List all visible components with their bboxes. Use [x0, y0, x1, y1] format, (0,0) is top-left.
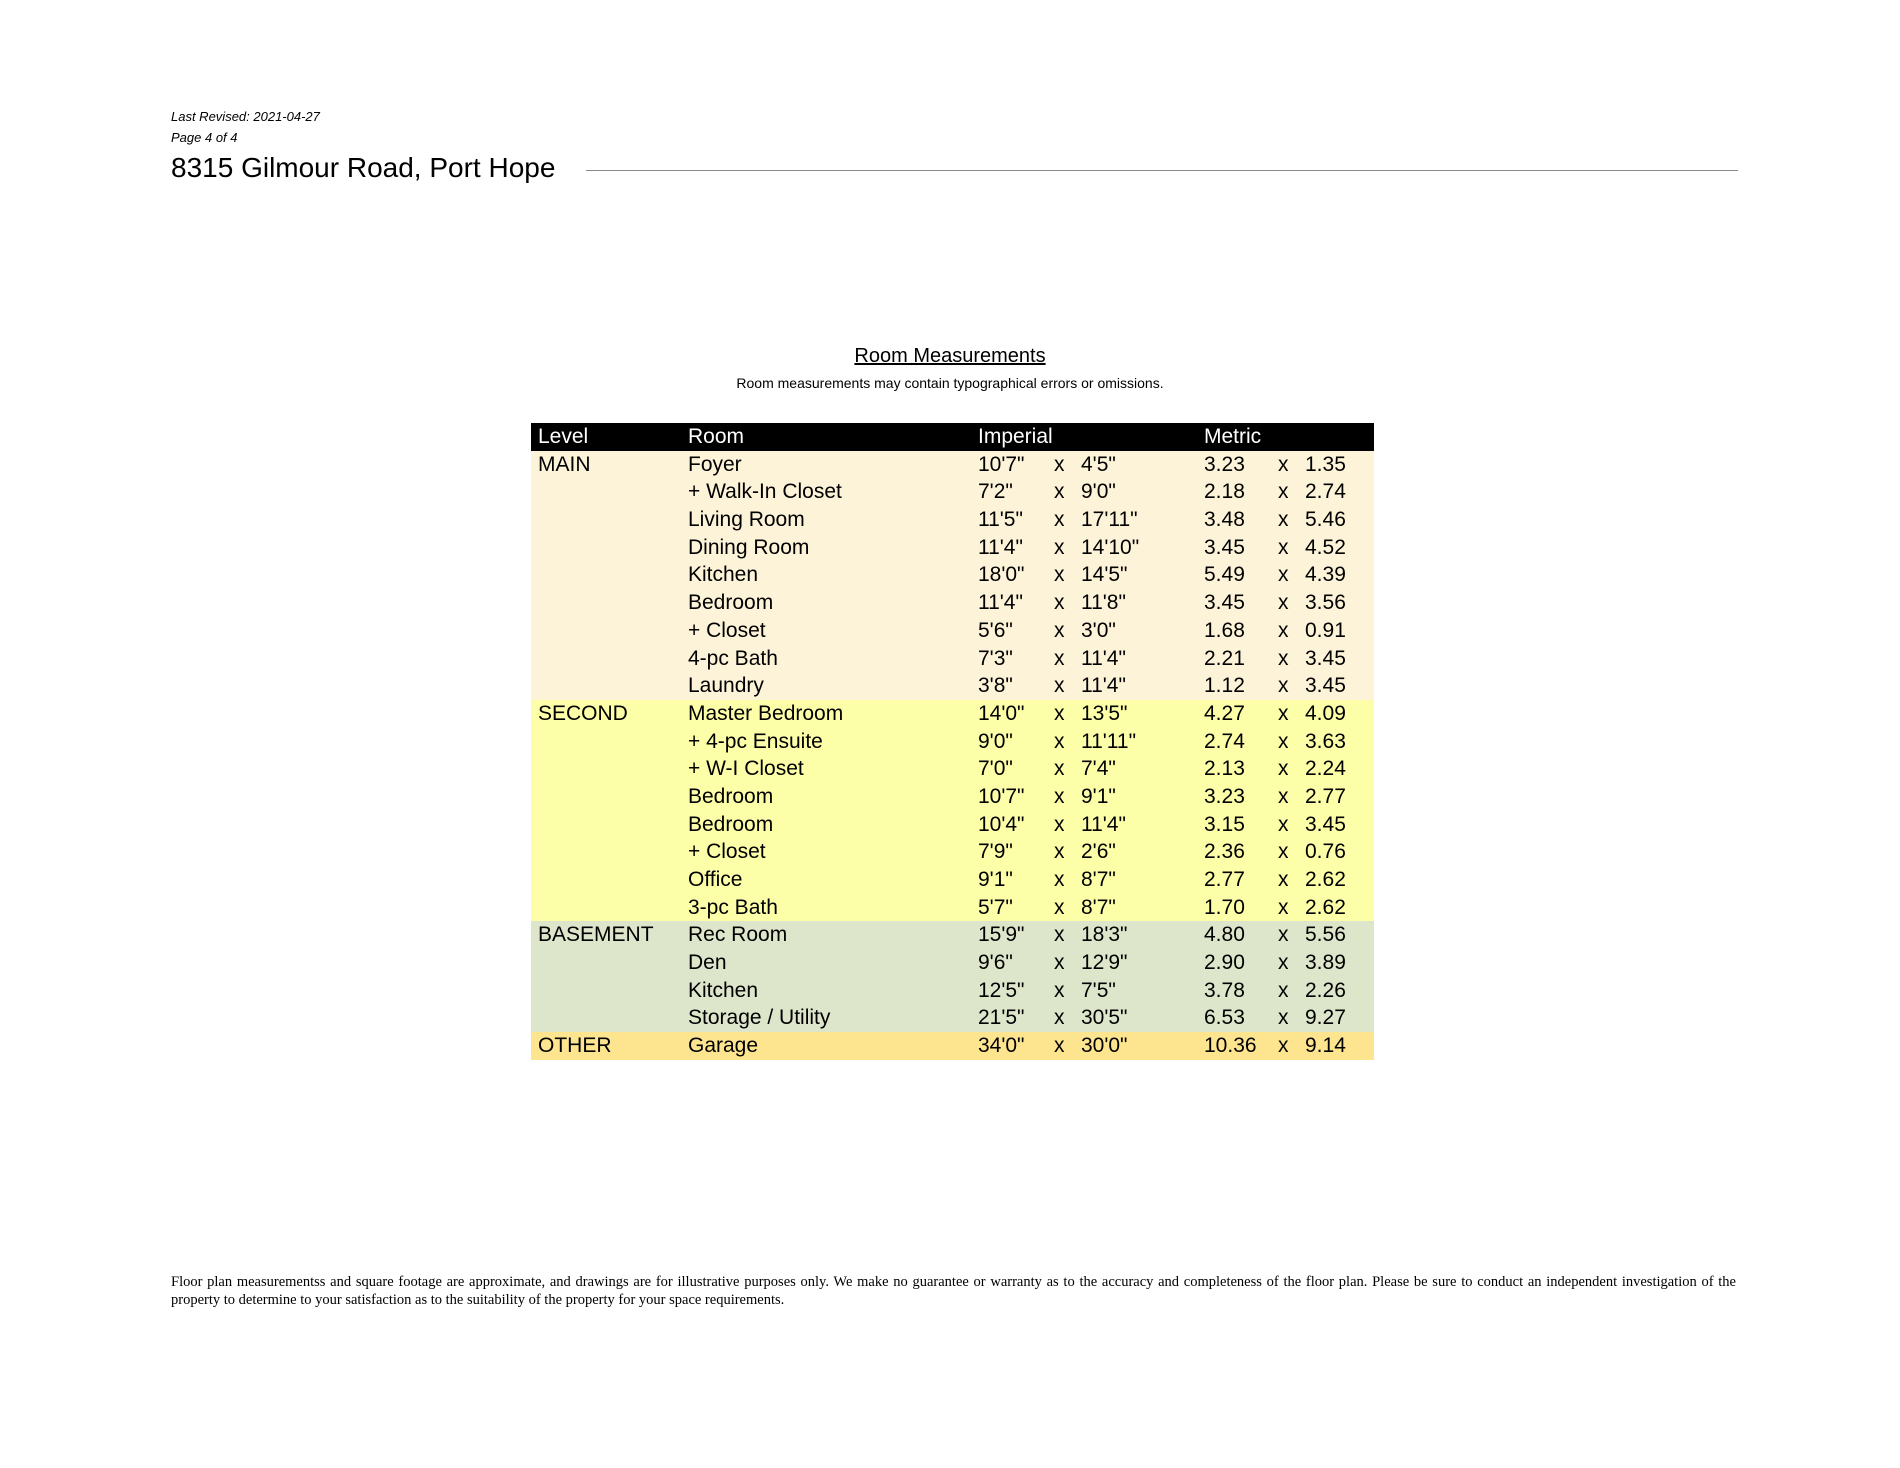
metric-width-cell: 5.56 [1305, 923, 1346, 947]
imperial-length-cell: 11'4" [978, 535, 1023, 559]
imperial-length-cell: 11'5" [978, 508, 1023, 532]
imperial-length-cell: 5'7" [978, 895, 1013, 919]
imperial-length-cell: 7'2" [978, 480, 1013, 504]
table-row [531, 838, 1374, 866]
imperial-width-cell: 7'4" [1081, 757, 1116, 781]
metric-separator: x [1278, 618, 1289, 642]
row-room-cell: Bedroom [688, 784, 774, 808]
metric-width-cell: 3.89 [1305, 951, 1346, 975]
row-room-cell: Bedroom [688, 591, 774, 615]
metric-length-cell: 5.49 [1204, 563, 1245, 587]
metric-width-cell: 3.45 [1305, 674, 1346, 698]
metric-separator: x [1278, 452, 1289, 476]
imperial-length-cell: 9'6" [978, 951, 1013, 975]
table-row [531, 451, 1374, 479]
row-room-cell: + W-I Closet [688, 757, 804, 781]
row-room-cell: Dining Room [688, 535, 810, 559]
metric-separator: x [1278, 951, 1289, 975]
imperial-separator: x [1054, 895, 1065, 919]
floor-plan-disclaimer: Floor plan measurementss and square footage are approximate, and drawings are for illustrative purposes only. We make no guarantee or warranty as to the accuracy and completeness of the floor plan. Please be sure to conduct an independent investigation of the property to determine to your satisfaction as to the suitability of the property for your space requirements. [171, 1274, 1736, 1308]
page-number: Page 4 of 4 [171, 130, 238, 145]
imperial-separator: x [1054, 480, 1065, 504]
metric-length-cell: 2.74 [1204, 729, 1245, 753]
metric-width-cell: 2.26 [1305, 978, 1346, 1002]
metric-width-cell: 2.74 [1305, 480, 1346, 504]
metric-length-cell: 1.70 [1204, 895, 1245, 919]
imperial-width-cell: 7'5" [1081, 978, 1116, 1002]
imperial-width-cell: 2'6" [1081, 840, 1116, 864]
title-divider [586, 170, 1738, 171]
imperial-separator: x [1054, 729, 1065, 753]
imperial-width-cell: 30'0" [1081, 1034, 1128, 1058]
imperial-width-cell: 14'10" [1081, 535, 1140, 559]
column-header-room: Room [688, 425, 745, 448]
row-room-cell: Kitchen [688, 978, 759, 1002]
imperial-length-cell: 11'4" [978, 591, 1023, 615]
imperial-width-cell: 4'5" [1081, 452, 1116, 476]
metric-length-cell: 6.53 [1204, 1006, 1245, 1030]
metric-separator: x [1278, 535, 1289, 559]
metric-length-cell: 3.45 [1204, 535, 1245, 559]
imperial-width-cell: 13'5" [1081, 701, 1128, 725]
table-row [531, 783, 1374, 811]
imperial-width-cell: 8'7" [1081, 895, 1116, 919]
metric-separator: x [1278, 508, 1289, 532]
imperial-length-cell: 9'1" [978, 868, 1013, 891]
metric-length-cell: 3.15 [1204, 812, 1245, 836]
metric-width-cell: 4.09 [1305, 701, 1346, 725]
table-row [531, 534, 1374, 562]
metric-length-cell: 4.80 [1204, 923, 1245, 947]
last-revised-date: Last Revised: 2021-04-27 [171, 109, 320, 124]
imperial-length-cell: 3'8" [978, 674, 1013, 698]
imperial-separator: x [1054, 508, 1065, 532]
row-room-cell: Laundry [688, 674, 764, 698]
imperial-separator: x [1054, 812, 1065, 836]
metric-separator: x [1278, 757, 1289, 781]
imperial-separator: x [1054, 646, 1065, 670]
table-row [531, 866, 1374, 894]
imperial-length-cell: 34'0" [978, 1034, 1025, 1058]
imperial-separator: x [1054, 784, 1065, 808]
table-row [531, 561, 1374, 589]
metric-width-cell: 4.52 [1305, 535, 1346, 559]
table-row [531, 506, 1374, 534]
metric-separator: x [1278, 840, 1289, 864]
property-address-title: 8315 Gilmour Road, Port Hope [171, 152, 556, 183]
metric-width-cell: 0.91 [1305, 618, 1346, 642]
metric-length-cell: 2.36 [1204, 840, 1245, 864]
metric-length-cell: 4.27 [1204, 701, 1245, 725]
metric-separator: x [1278, 895, 1289, 919]
row-level-cell: BASEMENT [538, 923, 654, 947]
imperial-separator: x [1054, 591, 1065, 615]
imperial-length-cell: 15'9" [978, 923, 1025, 947]
row-room-cell: Kitchen [688, 563, 759, 587]
metric-length-cell: 2.13 [1204, 757, 1245, 781]
table-row [531, 1032, 1374, 1060]
metric-width-cell: 3.45 [1305, 812, 1346, 836]
imperial-length-cell: 10'4" [978, 812, 1025, 836]
metric-separator: x [1278, 1034, 1289, 1058]
metric-width-cell: 2.24 [1305, 757, 1346, 781]
room-measurements-table [531, 423, 1374, 1060]
imperial-separator: x [1054, 563, 1065, 587]
imperial-length-cell: 7'3" [978, 646, 1013, 670]
metric-width-cell: 3.56 [1305, 591, 1346, 615]
imperial-separator: x [1054, 618, 1065, 642]
imperial-width-cell: 18'3" [1081, 923, 1128, 947]
row-room-cell: + Walk-In Closet [688, 480, 842, 504]
imperial-separator: x [1054, 535, 1065, 559]
imperial-length-cell: 10'7" [978, 452, 1025, 476]
metric-length-cell: 3.23 [1204, 784, 1245, 808]
table-row [531, 921, 1374, 949]
column-header-imperial: Imperial [978, 425, 1053, 448]
imperial-separator: x [1054, 674, 1065, 698]
imperial-separator: x [1054, 1034, 1065, 1058]
imperial-length-cell: 21'5" [978, 1006, 1025, 1030]
imperial-width-cell: 9'1" [1081, 784, 1116, 808]
metric-length-cell: 2.77 [1204, 868, 1245, 891]
imperial-separator: x [1054, 701, 1065, 725]
imperial-separator: x [1054, 951, 1065, 975]
table-row [531, 894, 1374, 922]
metric-separator: x [1278, 701, 1289, 725]
table-row [531, 645, 1374, 673]
metric-length-cell: 2.18 [1204, 480, 1245, 504]
metric-length-cell: 3.48 [1204, 508, 1245, 532]
imperial-width-cell: 17'11" [1081, 508, 1138, 532]
metric-separator: x [1278, 978, 1289, 1002]
table-row [531, 672, 1374, 700]
metric-length-cell: 1.68 [1204, 618, 1245, 642]
imperial-width-cell: 9'0" [1081, 480, 1116, 504]
metric-length-cell: 10.36 [1204, 1034, 1257, 1058]
table-row [531, 949, 1374, 977]
metric-width-cell: 2.62 [1305, 895, 1346, 919]
metric-length-cell: 2.21 [1204, 646, 1245, 670]
row-room-cell: Office [688, 868, 743, 891]
metric-separator: x [1278, 480, 1289, 504]
imperial-separator: x [1054, 978, 1065, 1002]
row-room-cell: Master Bedroom [688, 701, 844, 725]
table-header-row [531, 423, 1374, 451]
row-room-cell: Den [688, 951, 727, 975]
imperial-length-cell: 7'9" [978, 840, 1013, 864]
imperial-separator: x [1054, 452, 1065, 476]
table-body [531, 451, 1374, 1060]
imperial-separator: x [1054, 923, 1065, 947]
imperial-length-cell: 18'0" [978, 563, 1025, 587]
metric-separator: x [1278, 674, 1289, 698]
metric-width-cell: 5.46 [1305, 508, 1346, 532]
row-room-cell: Bedroom [688, 812, 774, 836]
table-title: Room Measurements [854, 345, 1046, 367]
metric-width-cell: 9.14 [1305, 1034, 1346, 1058]
row-room-cell: 4-pc Bath [688, 646, 778, 670]
metric-width-cell: 3.63 [1305, 729, 1346, 753]
row-level-cell: SECOND [538, 701, 628, 725]
column-header-level: Level [538, 425, 589, 448]
table-row [531, 1004, 1374, 1032]
metric-length-cell: 2.90 [1204, 951, 1245, 975]
imperial-length-cell: 12'5" [978, 978, 1025, 1002]
imperial-separator: x [1054, 868, 1065, 891]
imperial-width-cell: 11'4" [1081, 674, 1126, 698]
metric-separator: x [1278, 563, 1289, 587]
table-row [531, 589, 1374, 617]
metric-length-cell: 3.23 [1204, 452, 1245, 476]
imperial-length-cell: 5'6" [978, 618, 1013, 642]
table-subtitle: Room measurements may contain typographical errors or omissions. [736, 375, 1164, 391]
imperial-width-cell: 11'4" [1081, 812, 1126, 836]
metric-separator: x [1278, 1006, 1289, 1030]
row-room-cell: Living Room [688, 508, 805, 532]
row-room-cell: Storage / Utility [688, 1006, 831, 1030]
imperial-separator: x [1054, 1006, 1065, 1030]
row-room-cell: Garage [688, 1034, 759, 1058]
imperial-separator: x [1054, 840, 1065, 864]
imperial-width-cell: 30'5" [1081, 1006, 1128, 1030]
metric-length-cell: 3.45 [1204, 591, 1245, 615]
imperial-width-cell: 12'9" [1081, 951, 1128, 975]
imperial-width-cell: 14'5" [1081, 563, 1128, 587]
table-row [531, 811, 1374, 839]
imperial-separator: x [1054, 757, 1065, 781]
row-level-cell: MAIN [538, 452, 591, 476]
imperial-width-cell: 3'0" [1081, 618, 1116, 642]
table-row [531, 478, 1374, 506]
row-level-cell: OTHER [538, 1034, 612, 1058]
metric-separator: x [1278, 784, 1289, 808]
row-room-cell: + Closet [688, 618, 766, 642]
table-row [531, 700, 1374, 728]
imperial-length-cell: 14'0" [978, 701, 1025, 725]
metric-width-cell: 1.35 [1305, 452, 1346, 476]
metric-separator: x [1278, 812, 1289, 836]
imperial-length-cell: 7'0" [978, 757, 1013, 781]
metric-separator: x [1278, 591, 1289, 615]
metric-width-cell: 9.27 [1305, 1006, 1346, 1030]
table-row [531, 977, 1374, 1005]
row-room-cell: + Closet [688, 840, 766, 864]
metric-separator: x [1278, 868, 1289, 891]
row-room-cell: + 4-pc Ensuite [688, 729, 823, 753]
metric-width-cell: 2.77 [1305, 784, 1346, 808]
metric-width-cell: 4.39 [1305, 563, 1346, 587]
row-room-cell: Foyer [688, 452, 742, 476]
metric-width-cell: 3.45 [1305, 646, 1346, 670]
metric-width-cell: 0.76 [1305, 840, 1346, 864]
imperial-length-cell: 10'7" [978, 784, 1025, 808]
row-room-cell: Rec Room [688, 923, 788, 947]
metric-length-cell: 3.78 [1204, 978, 1245, 1002]
table-row [531, 728, 1374, 756]
metric-length-cell: 1.12 [1204, 674, 1245, 698]
metric-separator: x [1278, 729, 1289, 753]
imperial-width-cell: 11'11" [1081, 729, 1137, 753]
table-row [531, 755, 1374, 783]
table-row [531, 617, 1374, 645]
metric-width-cell: 2.62 [1305, 868, 1346, 891]
row-room-cell: 3-pc Bath [688, 895, 778, 919]
imperial-width-cell: 11'8" [1081, 591, 1126, 615]
imperial-width-cell: 11'4" [1081, 646, 1126, 670]
metric-separator: x [1278, 646, 1289, 670]
imperial-width-cell: 8'7" [1081, 868, 1116, 891]
column-header-metric: Metric [1204, 425, 1262, 448]
metric-separator: x [1278, 923, 1289, 947]
imperial-length-cell: 9'0" [978, 729, 1013, 753]
